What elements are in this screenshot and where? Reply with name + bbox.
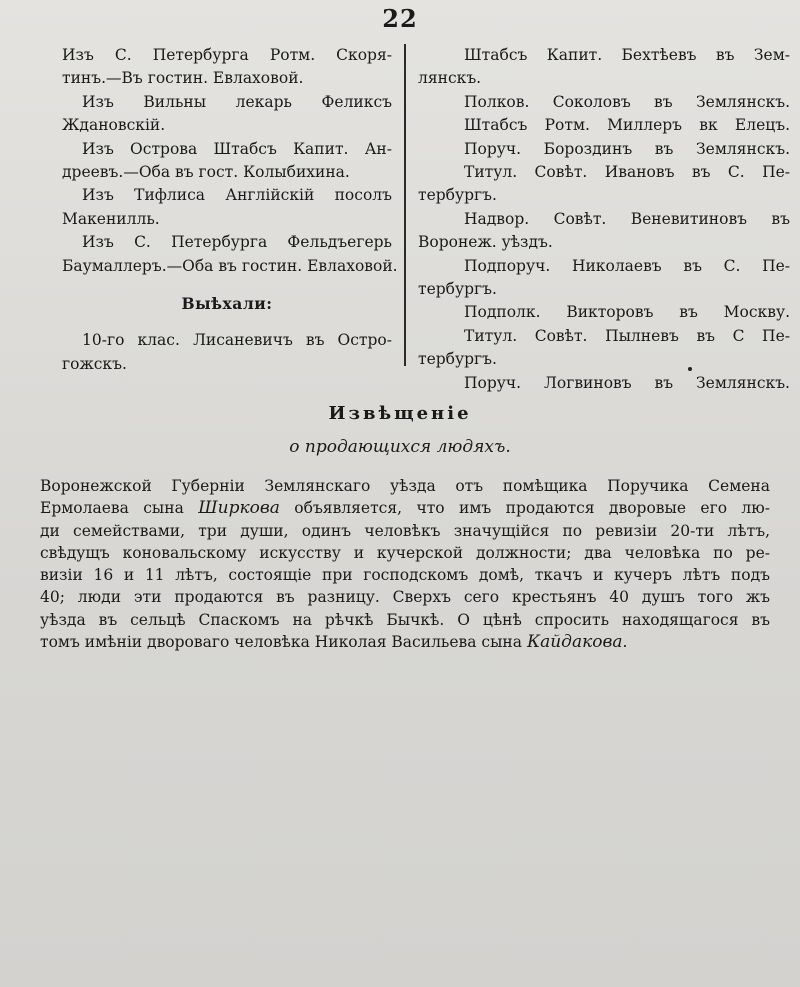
departure-line: Воронеж. уѣздъ. [418,233,553,252]
notice-text: 40; люди эти продаются въ разницу. Сверхъ сего крестьянъ 40 душъ того жъ [40,588,770,607]
arrival-line: Баумаллеръ.—Оба въ гостин. Евлаховой. [62,256,398,275]
notice-text: уѣзда въ сельцѣ Спаскомъ на рѣчкѣ Бычкѣ. О цѣнѣ спросить находящагося въ [40,610,770,629]
column-divider [404,44,406,366]
departure-line: Штабсъ Капит. Бехтѣевъ въ Зем- [464,46,790,64]
notice-title: Извѣщеніе [328,403,472,424]
notice-text: свѣдущъ коновальскому искусству и кучерской должности; два человѣка по ре- [40,543,770,562]
arrival-line: тинъ.—Въ гостин. Евлаховой. [62,69,304,88]
notice-body [40,475,770,653]
notice-text: Ермолаева сына [40,499,199,518]
bleed-through-text [40,640,760,940]
seller-surname: Ширкова [198,498,280,519]
departure-line: тербургъ. [418,350,497,369]
notice-text: визіи 16 и 11 лѣтъ, состоящіе при господскомъ домѣ, ткачъ и кучеръ лѣтъ подъ [40,566,770,585]
notice-subtitle: о продающихся людяхъ. [289,437,511,457]
notice-text: томъ имѣніи двороваго человѣка Николая Васильева сына [40,633,527,652]
arrival-line: дреевъ.—Оба въ гост. Колыбихина. [62,163,350,182]
notice-text: Воронежской Губерніи Землянскаго уѣзда отъ помѣщика Поручика Семена [40,477,770,495]
departure-line: Полков. Соколовъ въ Землянскъ. [464,92,790,111]
departure-line: Подполк. Викторовъ въ Москву. [464,303,790,322]
notice-line [40,631,770,653]
departures-column [418,44,790,395]
departure-line: тербургъ. [418,186,497,205]
arrivals-column [62,44,398,376]
notice-line [40,497,770,519]
arrival-line: Изъ Тифлиса Англійскій посолъ [82,186,392,205]
departure-line: тербургъ. [418,280,497,299]
departed-line: гожскъ. [62,354,127,373]
departure-line: Подпоруч. Николаевъ въ С. Пе- [464,256,790,275]
arrival-line: Макенилль. [62,209,160,228]
departure-line: Титул. Совѣт. Пылневъ въ С Пе- [464,326,790,345]
notice-line [40,520,770,542]
notice-line [40,586,770,608]
notice-line [40,542,770,564]
notice-text: ди семействами, три души, одинъ человѣкъ значущійся по ревизіи 20-ти лѣтъ, [40,521,770,540]
arrival-line: Изъ Вильны лекарь Феликсъ [82,92,392,111]
page-number: 22 [382,4,418,33]
departure-line: Надвор. Совѣт. Веневитиновъ въ [464,209,790,228]
departure-line: Штабсъ Ротм. Миллеръ вк Елецъ. [464,116,790,135]
departure-line: лянскъ. [418,69,482,88]
notice-line [40,609,770,631]
departure-line: Титул. Совѣт. Ивановъ въ С. Пе- [464,163,790,182]
servant-surname: Кайдакова [526,632,623,653]
arrival-line: Ждановскій. [62,116,166,135]
notice-line [40,475,770,497]
departure-line: Поруч. Бороздинъ въ Землянскъ. [464,139,790,158]
notice-text: объявляется, что имъ продаются дворовые его лю- [279,499,771,518]
arrival-line: Изъ Острова Штабсъ Капит. Ан- [82,139,392,158]
print-speck [688,367,692,371]
departed-line: 10-го клас. Лисаневичъ въ Остро- [82,331,392,350]
departure-line: Поруч. Логвиновъ въ Землянскъ. [464,373,790,392]
notice-line [40,564,770,586]
arrival-line: Изъ С. Петербурга Фельдъегерь [82,233,392,252]
notice-text: . [622,633,628,652]
departed-heading: Выѣхали: [181,294,273,314]
arrival-line: Изъ С. Петербурга Ротм. Скоря- [62,46,392,64]
